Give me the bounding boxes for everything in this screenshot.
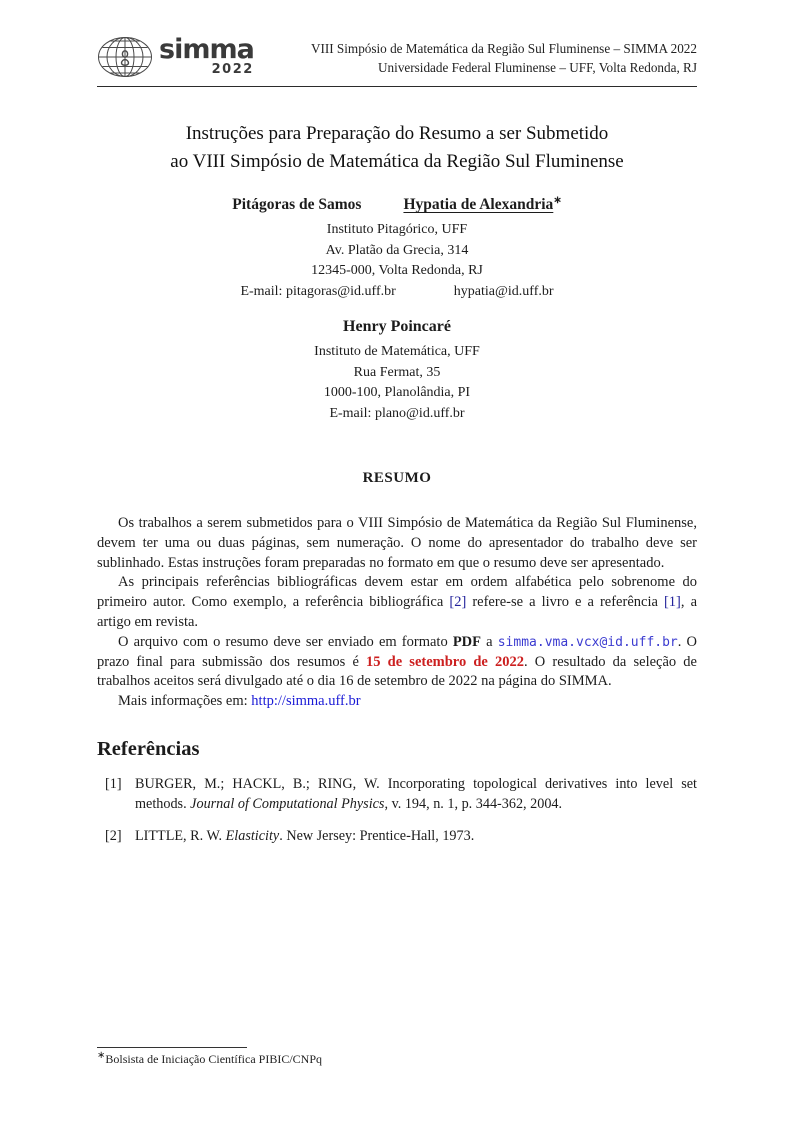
text-segment: refere-se a livro e a referência — [466, 594, 664, 611]
text-segment: , a artigo em revista. — [97, 594, 698, 630]
authors-row — [97, 196, 697, 214]
author-2-name — [403, 196, 561, 214]
affiliation-1-street: Av. Platão da Grecia, 314 — [325, 242, 469, 258]
logo-year: 2022 — [211, 62, 254, 77]
reference-2-label: [2] — [105, 828, 122, 845]
reference-1-text — [135, 775, 697, 814]
author-1-name: Pitágoras de Samos — [232, 196, 362, 213]
affiliation-1-city: 12345-000, Volta Redonda, RJ — [311, 263, 483, 278]
abstract-paragraph-3 — [97, 633, 697, 692]
reference-item-1 — [97, 775, 697, 814]
globe-icon — [97, 36, 153, 78]
reference-2-text — [135, 827, 697, 847]
text-segment: , v. 194, n. 1, p. 344-362, 2004. — [384, 795, 563, 812]
citation-link-1[interactable]: [1] — [663, 594, 681, 611]
simma-logo — [97, 36, 254, 78]
text-segment: a — [481, 633, 498, 650]
text-segment: As principais referências bibliográficas devem estar em ordem alfabética pelo sobrenome do primeiro autor. Como exemplo, a referência bibliográfica — [97, 574, 697, 611]
abstract-heading: RESUMO — [362, 470, 432, 486]
pdf-format-emphasis: PDF — [452, 633, 482, 650]
affiliation-2-street: Rua Fermat, 35 — [353, 364, 441, 380]
header-text-block — [311, 36, 697, 77]
footnote-mark: ∗ — [97, 1050, 106, 1061]
affiliation-1 — [97, 220, 697, 302]
affiliation-1-institute: Instituto Pitagórico, UFF — [326, 222, 468, 237]
text-segment: . New Jersey: Prentice-Hall, 1973. — [279, 828, 475, 845]
header-conference-line: VIII Simpósio de Matemática da Região Sul Fluminense – SIMMA 2022 — [310, 41, 697, 56]
title-line-2: ao VIII Simpósio de Matemática da Região Sul Fluminense — [170, 151, 624, 172]
email-label: E-mail: — [329, 405, 375, 421]
title-line-1: Instruções para Preparação do Resumo a ser Submetido — [185, 123, 609, 144]
text-segment: O arquivo com o resumo deve ser enviado em formato — [118, 633, 453, 650]
logo-brand: simma — [159, 34, 254, 65]
author-2-footnote-mark: ∗ — [553, 194, 562, 206]
text-segment: BURGER, M.; HACKL, B.; RING, W. Incorporating topological derivatives into level set methods. — [135, 775, 697, 812]
header-rule — [97, 86, 697, 87]
affiliation-2-city: 1000-100, Planolândia, PI — [323, 385, 471, 400]
author-3-name: Henry Poincaré — [343, 318, 451, 335]
logo-text — [159, 34, 254, 77]
header — [97, 36, 697, 78]
reference-1-label: [1] — [105, 775, 122, 792]
email-label: E-mail: — [240, 283, 286, 299]
submission-deadline: 15 de setembro de 2022 — [366, 653, 524, 670]
abstract-paragraph-2 — [97, 573, 697, 632]
reference-item-2 — [97, 827, 697, 847]
submission-email-link[interactable]: simma.vma.vcx@id.uff.br — [497, 634, 678, 650]
affiliation-2-email-row — [97, 404, 697, 425]
author-3-email: plano@id.uff.br — [374, 405, 465, 421]
affiliation-2 — [97, 342, 697, 424]
footnote-text: Bolsista de Iniciação Científica PIBIC/CNPq — [105, 1052, 323, 1066]
affiliation-1-email-row — [97, 282, 697, 303]
author-1-email: pitagoras@id.uff.br — [285, 283, 396, 299]
page-title — [97, 120, 697, 176]
text-segment: LITTLE, R. W. — [135, 828, 226, 845]
book-title: Elasticity — [225, 828, 280, 845]
author-2-underlined-name: Hypatia de Alexandria — [403, 196, 554, 213]
citation-link-2[interactable]: [2] — [449, 594, 467, 611]
footnote — [97, 1047, 697, 1067]
references-heading: Referências — [97, 737, 200, 760]
footnote-rule — [97, 1047, 247, 1048]
author-2-email: hypatia@id.uff.br — [453, 283, 554, 299]
journal-name: Journal of Computational Physics — [190, 795, 385, 812]
text-segment: . O resultado da seleção de trabalhos aceitos será divulgado até o dia 16 de setembro de 2022 na página do SIMMA. — [97, 653, 697, 690]
header-university-line: Universidade Federal Fluminense – UFF, Volta Redonda, RJ — [378, 60, 697, 75]
affiliation-2-institute: Instituto de Matemática, UFF — [314, 344, 480, 359]
simma-url-link[interactable]: http://simma.uff.br — [251, 693, 361, 710]
abstract-paragraph-1: Os trabalhos a serem submetidos para o VIII Simpósio de Matemática da Região Sul Fluminense, devem ter uma ou duas páginas, sem numeração. O nome do apresentador do trabalho deve ser sublinhado. Estas instruções foram preparadas no formato em que o resumo deve ser apresentado. — [97, 515, 697, 571]
footnote-text-row — [97, 1052, 697, 1067]
text-segment: . O prazo final para submissão dos resumos é — [97, 633, 697, 670]
text-segment: Mais informações em: — [118, 693, 252, 710]
abstract-paragraph-4 — [97, 692, 697, 712]
